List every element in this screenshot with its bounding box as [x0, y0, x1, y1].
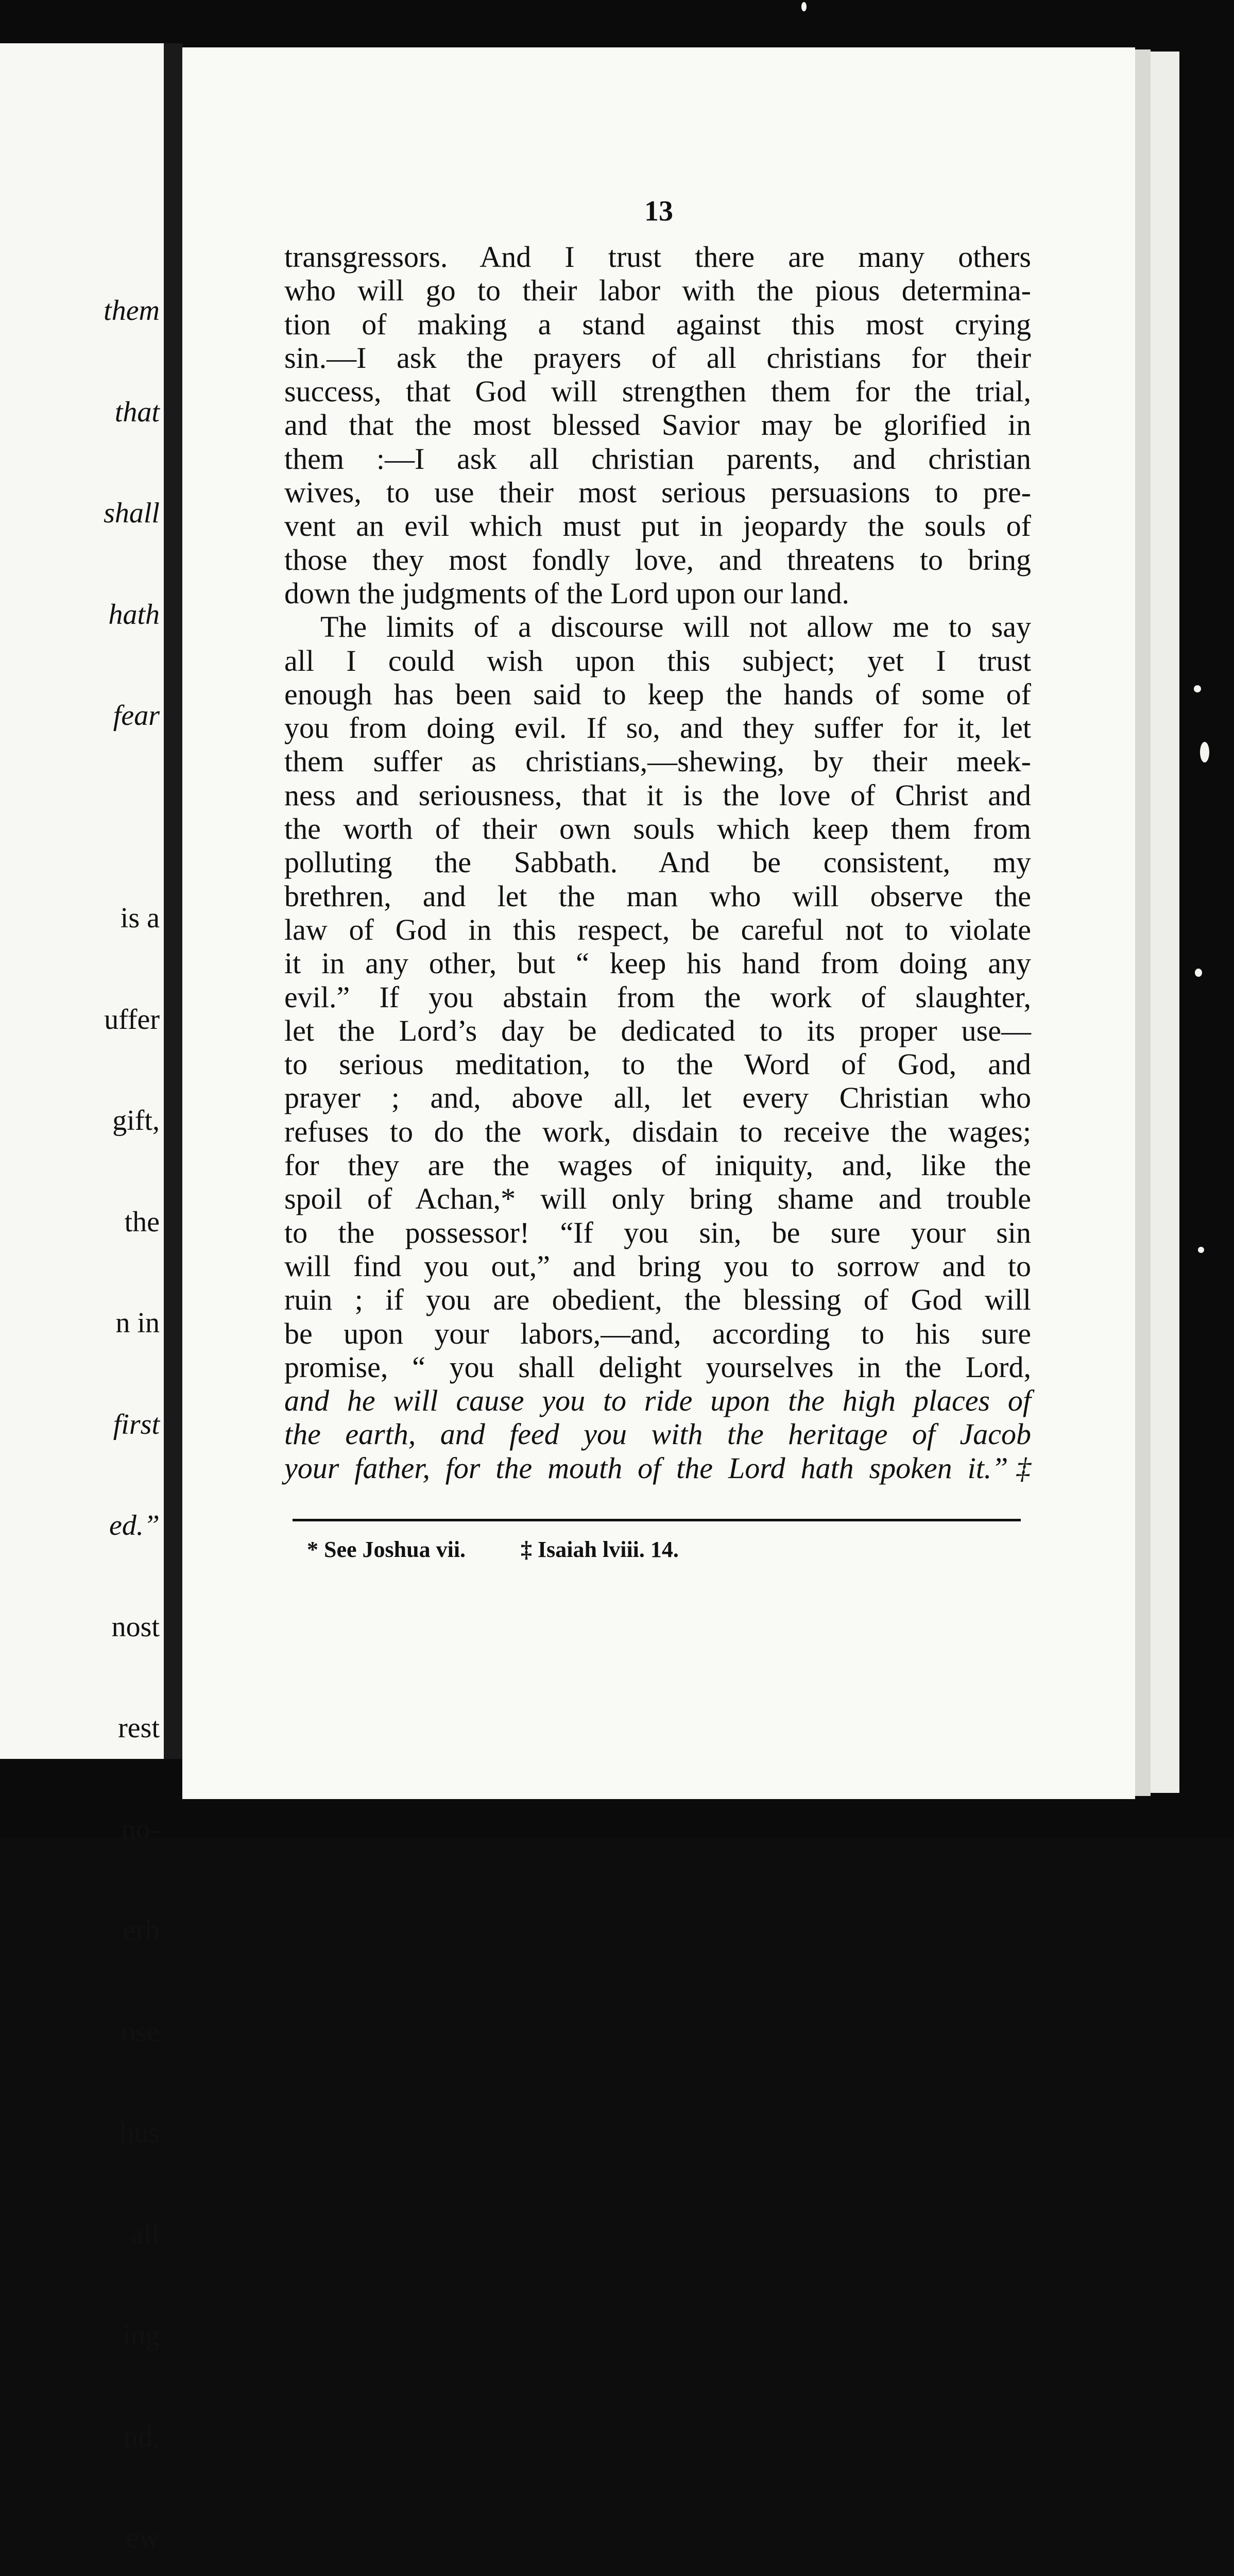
text-line: the earth, and feed you with the heritage of Jacob: [284, 1417, 1031, 1451]
text-line: be upon your labors,—and, according to his sure: [284, 1316, 1031, 1350]
left-fragment-line: is a: [120, 902, 160, 934]
left-fragment-line: the: [124, 1206, 160, 1238]
text-line: transgressors. And I trust there are many others: [284, 240, 1031, 274]
left-page-text-fragments: [0, 227, 160, 2576]
text-line: refuses to do the work, disdain to receive the wages;: [284, 1114, 1031, 1148]
left-fragment-line: hath: [108, 598, 160, 631]
text-line: and that the most blessed Savior may be glorified in: [284, 408, 1031, 442]
text-line: who will go to their labor with the pious determina-: [284, 274, 1031, 308]
text-line: to serious meditation, to the Word of God, and: [284, 1047, 1031, 1081]
text-line: sin.—I ask the prayers of all christians for their: [284, 341, 1031, 375]
left-fragment-line: hus: [119, 2117, 160, 2149]
page-edge: [1135, 49, 1151, 1796]
footnote-divider: [293, 1519, 1021, 1521]
text-line: your father, for the mouth of the Lord hath spoken it.”‡: [284, 1451, 1031, 1485]
text-line: and he will cause you to ride upon the high places of: [284, 1384, 1031, 1418]
left-fragment-line: n in: [115, 1307, 160, 1339]
page-edge-outer: [1151, 52, 1179, 1793]
scan-speck: [1198, 1247, 1204, 1253]
text-line: polluting the Sabbath. And be consistent, my: [284, 845, 1031, 879]
text-line: to the possessor! “If you sin, be sure your sin: [284, 1215, 1031, 1249]
text-line: you from doing evil. If so, and they suffer for it, let: [284, 711, 1031, 745]
text-line: let the Lord’s day be dedicated to its proper use—: [284, 1013, 1031, 1047]
left-fragment-line: nd,: [124, 2420, 160, 2453]
scan-speck: [1200, 742, 1209, 762]
left-fragment-line: rest: [118, 1712, 160, 1744]
text-line: success, that God will strengthen them for the trial,: [284, 375, 1031, 409]
text-line: evil.” If you abstain from the work of slaughter,: [284, 980, 1031, 1014]
left-fragment-line: gift,: [112, 1105, 160, 1137]
text-line: it in any other, but “ keep his hand from doing any: [284, 946, 1031, 980]
scan-speck: [1194, 685, 1201, 692]
book-gutter: [164, 43, 182, 1759]
text-line: The limits of a discourse will not allow me to say: [320, 610, 1031, 644]
left-fragment-line: nost: [111, 1611, 160, 1643]
left-fragment-line: first: [113, 1408, 160, 1440]
left-fragment-line: ing: [123, 2319, 160, 2351]
left-fragment-line: ew: [126, 2522, 160, 2554]
text-line: ruin ; if you are obedient, the blessing of God will: [284, 1283, 1031, 1317]
footnote-isaiah: ‡ Isaiah lviii. 14.: [521, 1537, 679, 1562]
footnotes: [307, 1536, 679, 1563]
scan-speck: [801, 2, 807, 11]
left-fragment-line: erb: [123, 1914, 160, 1946]
text-line: the worth of their own souls which keep them from: [284, 812, 1031, 846]
left-fragment-line: that: [114, 396, 160, 428]
footnote-joshua: * See Joshua vii.: [307, 1537, 466, 1562]
text-line: brethren, and let the man who will observe the: [284, 879, 1031, 913]
left-fragment-line: no-: [121, 1813, 160, 1845]
text-line: law of God in this respect, be careful not to violate: [284, 912, 1031, 946]
text-line: enough has been said to keep the hands of some of: [284, 677, 1031, 711]
left-fragment-line: [0, 801, 160, 835]
text-line: down the judgments of the Lord upon our land.: [284, 576, 849, 610]
body-text: [284, 240, 1031, 1485]
text-line: spoil of Achan,* will only bring shame and trouble: [284, 1182, 1031, 1216]
left-fragment-line: them: [104, 295, 160, 327]
page-number: 13: [644, 195, 673, 227]
left-fragment-line: ed.”: [109, 1510, 160, 1541]
text-line: tion of making a stand against this most crying: [284, 307, 1031, 341]
left-fragment-line: uffer: [104, 1003, 160, 1036]
text-line: promise, “ you shall delight yourselves in the Lord,: [284, 1350, 1031, 1384]
left-fragment-line: ose: [121, 2015, 160, 2048]
left-fragment-line: shall: [104, 497, 160, 529]
text-line: ness and seriousness, that it is the love of Christ and: [284, 778, 1031, 812]
scan-speck: [1195, 969, 1202, 977]
text-line: all I could wish upon this subject; yet I trust: [284, 643, 1031, 677]
text-line: for they are the wages of iniquity, and, like the: [284, 1148, 1031, 1182]
left-fragment-line: all: [131, 2218, 160, 2250]
left-fragment-line: fear: [113, 700, 160, 732]
text-line: will find you out,” and bring you to sorrow and to: [284, 1249, 1031, 1283]
text-line: those they most fondly love, and threatens to bring: [284, 543, 1031, 577]
text-line: them :—I ask all christian parents, and christian: [284, 442, 1031, 476]
text-line: wives, to use their most serious persuasions to pre-: [284, 476, 1031, 510]
text-line: prayer ; and, above all, let every Christian who: [284, 1081, 1031, 1115]
text-line: them suffer as christians,—shewing, by their meek-: [284, 744, 1031, 778]
text-line: vent an evil which must put in jeopardy the souls of: [284, 509, 1031, 543]
